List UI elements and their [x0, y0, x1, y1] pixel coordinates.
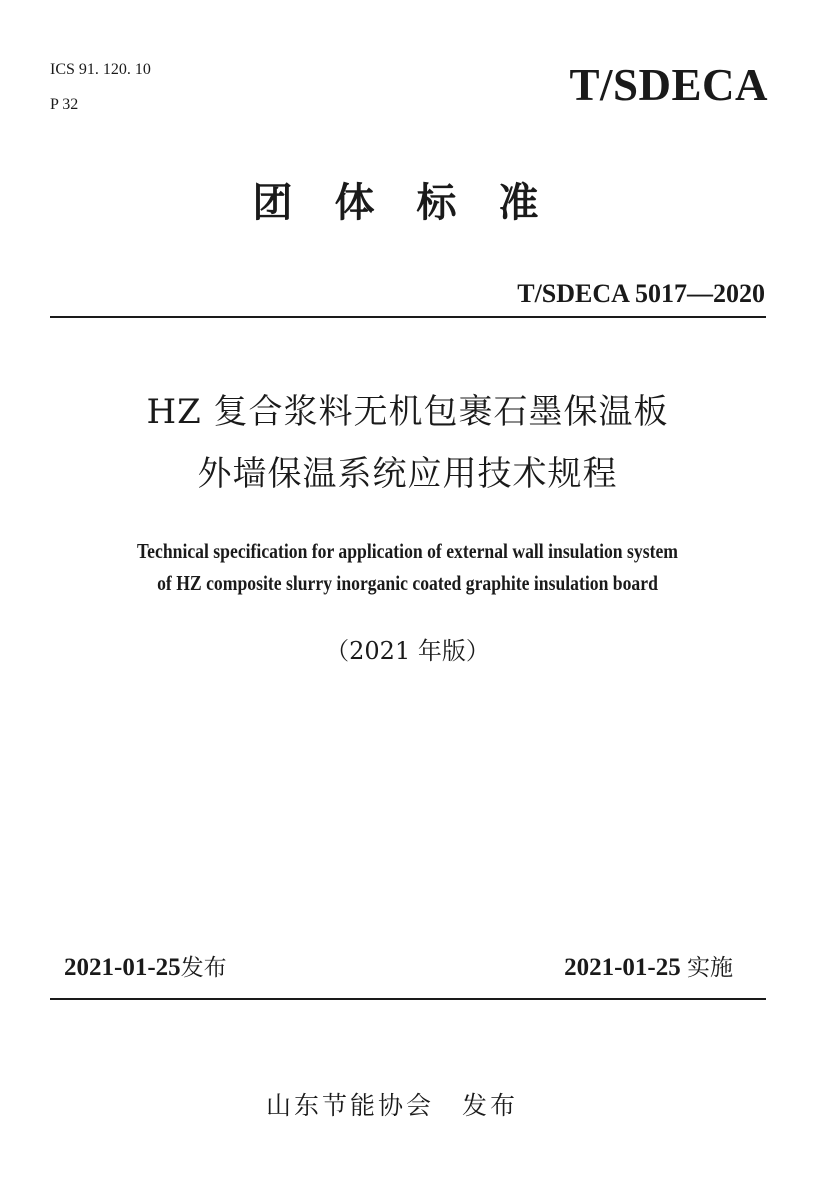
issue-date: [64, 952, 227, 984]
title-en-line2: of HZ composite slurry inorganic coated graphite insulation board: [157, 571, 658, 595]
publisher-action: 发布: [462, 1091, 519, 1120]
top-divider: [50, 316, 766, 318]
issue-date-value: 2021-01-25: [64, 954, 181, 981]
standard-category: 团体标准: [252, 180, 581, 226]
title-zh-line2: 外墙保温系统应用技术规程: [197, 454, 618, 494]
standard-number: T/SDECA 5017—2020: [517, 279, 765, 308]
standard-brand: T/SDECA: [569, 60, 768, 110]
bottom-divider: [50, 998, 766, 1000]
ccs-code: P 32: [50, 96, 79, 113]
title-zh-line1: HZ 复合浆料无机包裹石墨保温板: [146, 392, 669, 432]
publisher: [266, 1090, 518, 1122]
implement-date-label: 实施: [687, 955, 733, 981]
title-en-line1: Technical specification for application of external wall insulation system: [137, 539, 678, 563]
implement-date-value: 2021-01-25: [564, 954, 681, 981]
ics-code: ICS 91. 120. 10: [50, 61, 151, 78]
publisher-name: 山东节能协会: [266, 1091, 435, 1120]
implement-date: [564, 952, 733, 984]
edition-label: （2021 年版）: [325, 637, 490, 665]
issue-date-label: 发布: [180, 955, 227, 981]
